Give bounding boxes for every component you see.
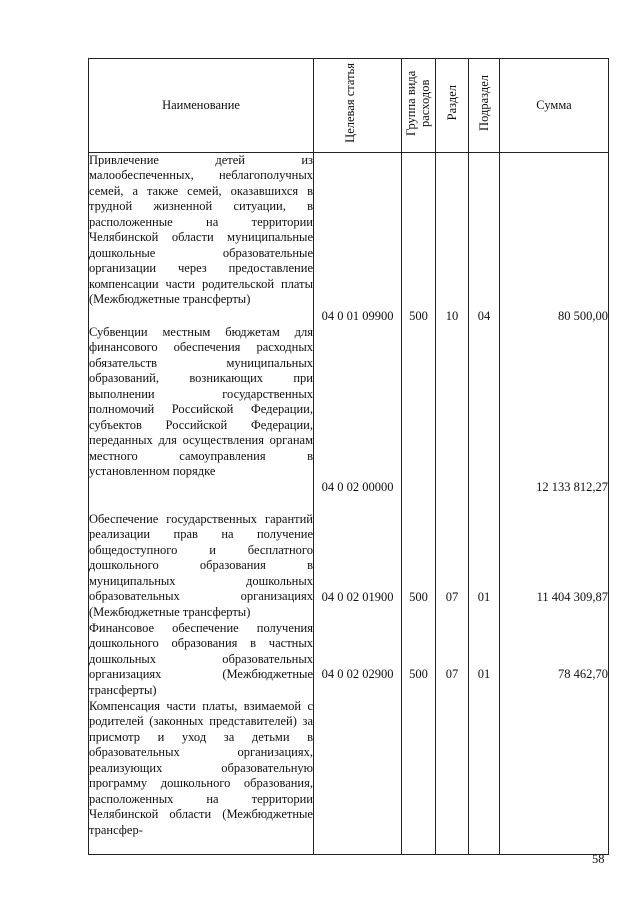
row-target-2: 04 0 02 00000 — [321, 480, 394, 494]
header-expense-group: Группа вида расходов — [402, 59, 436, 153]
row-section-4: 07 — [445, 667, 459, 681]
sum-column — [500, 152, 609, 854]
header-name: Наименование — [89, 59, 314, 153]
row-name-4: Финансовое обеспечение получения дошкольного образования в частных дошкольных образовательных организациях (Межбюджетные трансферты) — [89, 620, 313, 697]
row-subsection-2 — [469, 480, 499, 496]
target-column — [314, 152, 402, 854]
row-sum-2: 12 133 812,27 — [536, 480, 608, 494]
row-group-2 — [402, 480, 435, 496]
row-sum-4: 78 462,70 — [558, 667, 608, 681]
row-section-2 — [436, 480, 468, 496]
section-column — [436, 152, 469, 854]
row-target-3: 04 0 02 01900 — [321, 589, 394, 604]
row-target-1: 04 0 01 09900 — [321, 308, 394, 323]
row-group-4: 500 — [409, 667, 428, 681]
row-content — [89, 152, 314, 854]
header-section: Раздел — [436, 59, 469, 153]
row-name-3: Обеспечение государственных гарантий реализации прав на получение общедоступного и бесплатного дошкольного образования в муниципальных дошкольных образовательных организациях (Межбюджетные трансферты) — [89, 511, 313, 619]
table-row — [89, 152, 609, 854]
row-subsection-1: 04 — [477, 308, 491, 323]
row-group-1: 500 — [409, 308, 428, 323]
budget-table-page — [88, 58, 608, 855]
row-sum-3: 11 404 309,87 — [536, 589, 608, 604]
budget-table — [88, 58, 609, 855]
row-subsection-4: 01 — [477, 667, 491, 681]
row-name-5: Компенсация части платы, взимаемой с родителей (законных представителей) за присмотр и уход за детьми в образовательных организациях, реализующих образовательную программу дошкольного образования, расположенных на территории Челябинской области (Межбюджетные трансфер- — [89, 698, 313, 837]
row-sum-1: 80 500,00 — [558, 308, 608, 323]
subsection-column — [469, 152, 500, 854]
row-target-4: 04 0 02 02900 — [321, 667, 394, 681]
row-section-1: 10 — [445, 308, 459, 323]
row-group-3: 500 — [409, 589, 428, 604]
row-name-1: Привлечение детей из малообеспеченных, неблагополучных семей, а также семей, оказавшихся в трудной жизненной ситуации, в расположенные на территории Челябинской области муниципальные дошкольные образовательные организации через предоставление компенсации части родительской платы (Межбюджетные трансферты) — [89, 152, 313, 306]
header-target-article: Целевая статья — [314, 59, 402, 153]
page-number: 58 — [592, 852, 605, 866]
table-header-row — [89, 59, 609, 153]
header-sum: Сумма — [500, 59, 609, 153]
row-name-2: Субвенции местным бюджетам для финансового обеспечения расходных обязательств муниципальных образований, возникающих при выполнении государственных полномочий Российской Федерации, субъектов Российской Федерации, переданных для осуществления органам местного самоуправления в установленном порядке — [89, 324, 313, 478]
row-section-3: 07 — [445, 589, 459, 604]
header-subsection: Подраздел — [469, 59, 500, 153]
group-column — [402, 152, 436, 854]
row-subsection-3: 01 — [477, 589, 491, 604]
